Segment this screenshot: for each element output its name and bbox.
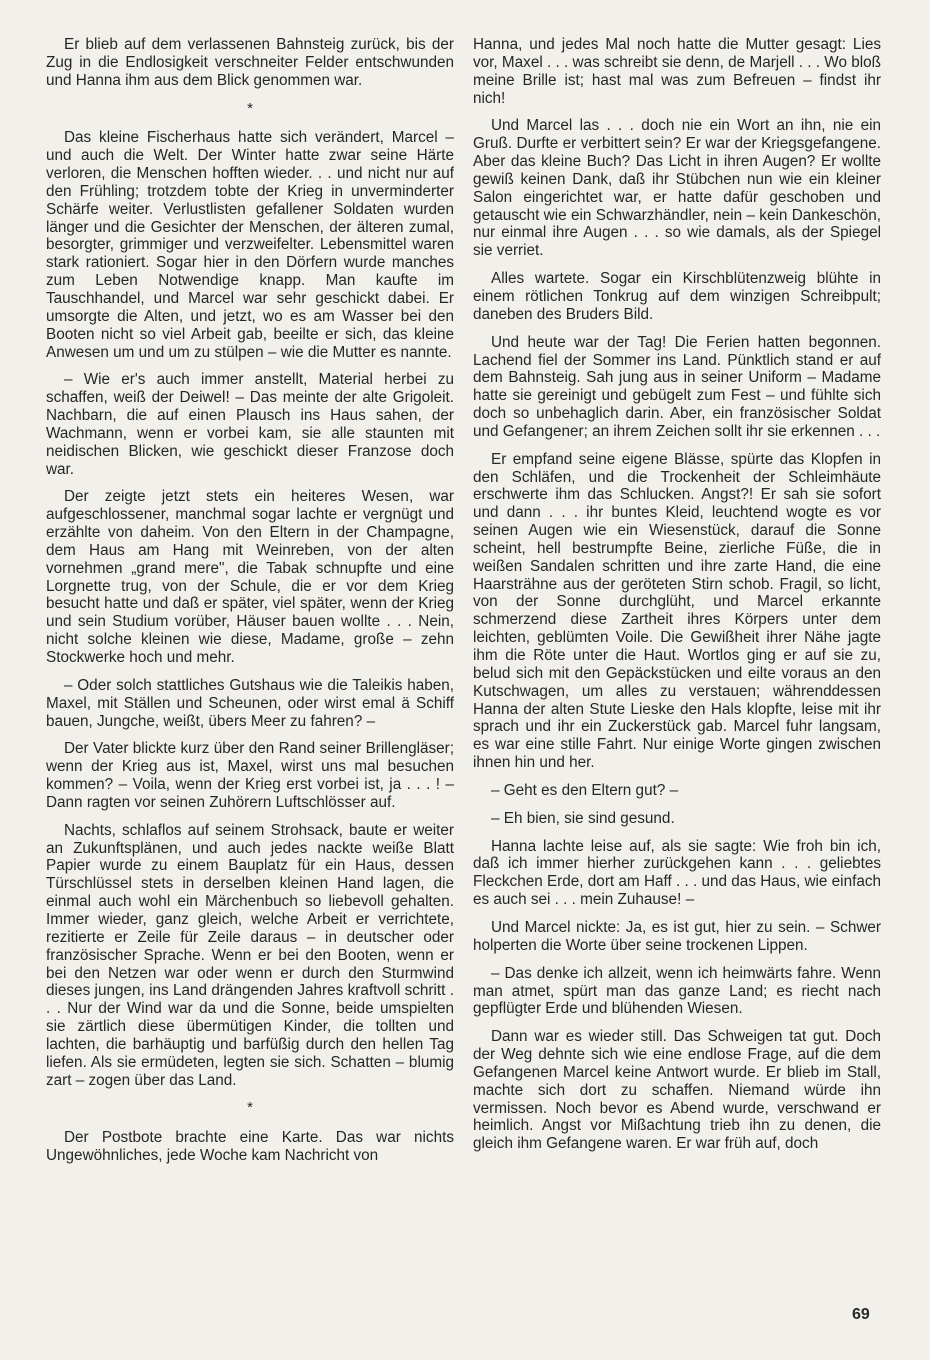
paragraph: Der Postbote brachte eine Karte. Das war nichts Ungewöhnliches, jede Woche kam Nachricht von <box>46 1129 454 1165</box>
paragraph: Der Vater blickte kurz über den Rand seiner Brillengläser; wenn der Krieg aus ist, Maxel, wirst uns mal besuchen kommen? – Voila, wenn der Krieg erst vorbei ist, ja . . . ! – Dann ragten vor seinen Zuhörern Luftschlösser auf. <box>46 740 454 811</box>
left-column <box>46 36 454 1175</box>
paragraph: – Eh bien, sie sind gesund. <box>491 809 675 827</box>
paragraph: Hanna lachte leise auf, als sie sagte: Wie froh bin ich, daß ich immer hierher zurückgehen kann . . . geliebtes Fleckchen Erde, dort am Haff . . . und das Haus, wie einfach es auch sei . . . mein Zuhause! – <box>473 837 881 909</box>
paragraph: Er empfand seine eigene Blässe, spürte das Klopfen in den Schläfen, und die Trockenheit der Schleimhäute erschwerte ihm das Schlucken. Angst?! Er sah sie sofort und dann . . . ihr buntes Kleid, leuchtend wogte es vor seinen Augen wie ein Wiesenstück, darauf die Sonne scheint, hell bestrumpfte Beine, zierliche Füße, die in weißen Sandalen schritten und ihre zarte Hand, die eine Haarsträhne aus der geröteten Stirn schob. Fragil, so licht, von der Sonne durchglüht, und Marcel erkannte schmerzend diese Zartheit ihres Körpers unter dem leichten, geblümten Voile. Die Gewißheit ihrer Nähe jagte ihm die Röte unter die Haut. Wortlos ging er auf sie zu, belud sich mit den Gepäckstücken und eilte voraus an den Kutschwagen, um alles zu verstauen; währenddessen Hanna der alten Stute Lieske den Hals klopfte, leise mit ihr sprach und ihr ein Zuckerstück gab. Marcel fuhr langsam, es war eine stille Fahrt. Nur einige Worte gingen zwischen ihnen hin und her. <box>473 450 881 772</box>
paragraph: Und heute war der Tag! Die Ferien hatten begonnen. Lachend fiel der Sommer ins Land. Pünktlich stand er auf dem Bahnsteig. Sah jung aus in seiner Uniform – Madame hatte sie gereinigt und gebügelt zum Fest – und fühlte sich doch so unbehaglich darin. Aber, ein französischer Soldat und Gefangener; an ihrem Zeichen sollt ihr sie erkennen . . . <box>473 333 881 440</box>
paragraph: Und Marcel las . . . doch nie ein Wort an ihn, nie ein Gruß. Durfte er verbittert sein? Er war der Kriegsgefangene. Aber das kleine Buch? Das Licht in ihren Augen? Er wollte gewiß keinen Dank, daß ihr Stübchen nun wie ein kleiner Salon eingerichtet war, er hatte dafür geschoben und getauscht wie ein Schwarzhändler, nein – kein Dankeschön, nur einmal ihre Augen . . . so wie damals, als der Spiegel sie verriet. <box>473 117 881 260</box>
paragraph: – Wie er's auch immer anstellt, Material herbei zu schaffen, weiß der Deiwel! – Das meinte der alte Grigoleit. Nachbarn, die auf einen Plausch ins Haus sahen, der Wachmann, wenn er vorbei kam, sie alle staunten mit neidischen Blicken, wie geschickt dieser Franzose doch war. <box>46 371 454 478</box>
paragraph: Und Marcel nickte: Ja, es ist gut, hier zu sein. – Schwer holperten die Worte über seine trockenen Lippen. <box>473 918 881 954</box>
section-separator: * <box>247 1099 253 1117</box>
section-separator: * <box>247 99 253 117</box>
paragraph: Alles wartete. Sogar ein Kirschblütenzweig blühte in einem rötlichen Tonkrug auf dem winzigen Schreibpult; daneben des Bruders Bild. <box>473 270 881 323</box>
paragraph: Er blieb auf dem verlassenen Bahnsteig zurück, bis der Zug in die Endlosigkeit verschneiter Felder entschwunden und Hanna ihm aus dem Blick genommen war. <box>46 36 454 89</box>
paragraph: – Geht es den Eltern gut? – <box>491 781 679 799</box>
paragraph: Der zeigte jetzt stets ein heiteres Wesen, war aufgeschlossener, manchmal sogar lachte er vergnügt und erzählte von daheim. Von den Eltern in der Champagne, dem Haus am Hang mit Weinreben, von der alten vornehmen „grand mere", die Tabak schnupfte und eine Lorgnette trug, von der Schule, die er vor dem Krieg besucht hatte und daß er später, viel später, wenn der Krieg und sein Studium vorüber, Häuser bauen wollte . . . Nein, nicht solche kleinen wie diese, Madame, große – zehn Stockwerke hoch und mehr. <box>46 488 454 666</box>
paragraph: Hanna, und jedes Mal noch hatte die Mutter gesagt: Lies vor, Maxel . . . was schreibt sie denn, de Marjell . . . Wo bloß meine Brille ist; hast mal was zum Befreuen – findst ihr nich! <box>473 36 881 107</box>
paragraph: Das kleine Fischerhaus hatte sich verändert, Marcel – und auch die Welt. Der Winter hatte zwar seine Härte verloren, die Menschen hofften wieder. . . und nicht nur auf den Frühling; trotzdem tobte der Krieg in unverminderter Schärfe weiter. Verlustlisten gefallener Soldaten wurden länger und die Gesichter der Menschen, der älteren zumal, besorgter, grimmiger und verzweifelter. Lebensmittel waren stark rationiert. Sogar hier in den Dörfern wurde manches zum Leben Notwendige knapp. Man kaufte im Tauschhandel, und Marcel war sehr geschickt dabei. Er umsorgte die Alten, und jetzt, wo es am Wasser bei den Booten nicht so viel Arbeit gab, beeilte er sich, das kleine Anwesen um und um zu stülpen – wie die Mutter es nannte. <box>46 129 454 361</box>
page-number: 69 <box>852 1306 870 1323</box>
paragraph: – Das denke ich allzeit, wenn ich heimwärts fahre. Wenn man atmet, spürt man das ganze Land; es riecht nach gepflügter Erde und blühenden Wiesen. <box>473 964 881 1018</box>
paragraph: Nachts, schlaflos auf seinem Strohsack, baute er weiter an Zukunftsplänen, und auch jedes nackte weiße Blatt Papier wurde zu einem Bauplatz für ein Haus, dessen Türschlüssel stets in derselben kleinen Hand lagen, die einmal auch wohl ein Märchenbuch so liebevoll gehalten. Immer wieder, ganz gleich, welche Arbeit er verrichtete, rezitierte er Zeile für Zeile daraus – in deutscher oder französischer Sprache. Wenn er bei den Booten, wenn er bei den Netzen war oder wenn er durch den Sturmwind dieses jungen, ins Land drängenden Jahres kraftvoll schritt . . . Nur der Wind war da und die Sonne, beide umspielten sie zärtlich diese übermütigen Kinder, die tollten und lachten, die barhäuptig und barfüßig durch den hellen Tag liefen. Als sie ermüdeten, legten sie sich. Schatten – blumig zart – zogen über das Land. <box>46 821 454 1089</box>
paragraph: Dann war es wieder still. Das Schweigen tat gut. Doch der Weg dehnte sich wie eine endlose Frage, auf die dem Gefangenen Marcel keine Antwort wurde. Er blieb im Stall, machte sich dort zu schaffen. Niemand würde ihn vermissen. Noch bevor es Abend wurde, verschwand er heimlich. Angst vor Mißachtung trieb ihn zu denen, die gleich ihm Gefangene waren. Er war früh auf, doch <box>473 1028 881 1153</box>
paragraph: – Oder solch stattliches Gutshaus wie die Taleikis haben, Maxel, mit Ställen und Scheunen, oder wirst emal ä Schiff bauen, Jungche, weißt, übers Meer zu fahren? – <box>46 676 454 730</box>
right-column <box>473 36 881 1163</box>
